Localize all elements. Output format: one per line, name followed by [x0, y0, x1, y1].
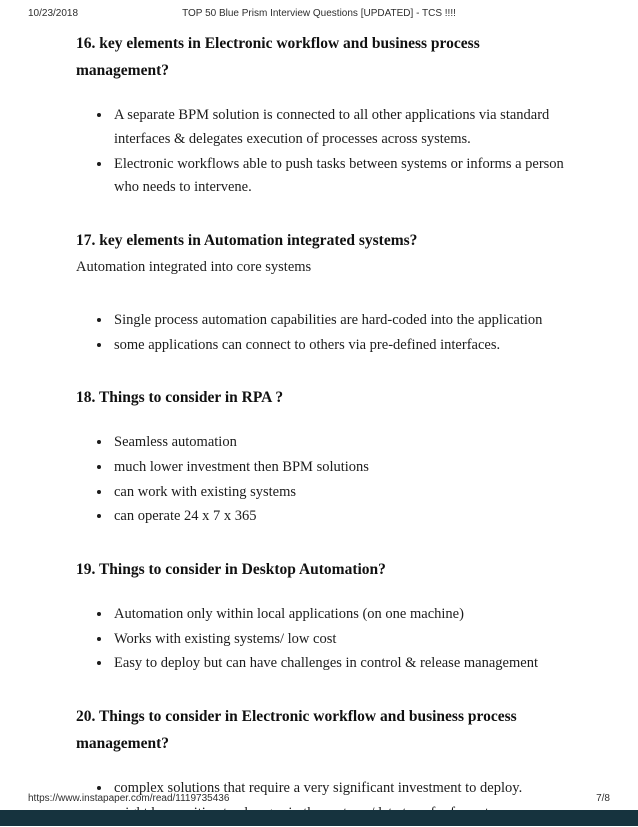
print-header — [0, 8, 638, 22]
bullet-item: • Easy to deploy but can have challenges in control & release management — [112, 652, 564, 676]
print-date: 10/23/2018 — [28, 8, 79, 19]
bullet-list-17 — [98, 309, 564, 357]
section-20 — [76, 703, 564, 826]
footer-page-number: 7/8 — [596, 793, 610, 804]
section-19 — [76, 556, 564, 676]
bullet-item: • can operate 24 x 7 x 365 — [112, 505, 564, 529]
bullet-item: • Single process automation capabilities are hard-coded into the application — [112, 309, 564, 333]
bullet-item: • Electronic workflows able to push tasks between systems or informs a person who needs to intervene. — [112, 153, 564, 200]
print-footer — [28, 793, 610, 804]
section-17 — [76, 227, 564, 358]
section-paragraph: Automation integrated into core systems — [76, 258, 312, 275]
question-heading-16: 16. key elements in Electronic workflow and business process management? — [76, 35, 480, 80]
bullet-item: • A separate BPM solution is connected to all other applications via standard interfaces & delegates execution of processes across systems. — [112, 104, 564, 151]
bullet-item: • much lower investment then BPM solutions — [112, 456, 564, 480]
footer-url: https://www.instapaper.com/read/1119735436 — [28, 793, 230, 804]
bullet-item: • Works with existing systems/ low cost — [112, 628, 564, 652]
document-page — [76, 30, 564, 827]
bottom-bar — [0, 810, 638, 826]
question-heading-18: 18. Things to consider in RPA ? — [76, 389, 284, 407]
bullet-item: • Seamless automation — [112, 431, 564, 455]
bullet-list-16 — [98, 104, 564, 200]
section-16 — [76, 30, 564, 200]
bullet-item: • Automation only within local applications (on one machine) — [112, 603, 564, 627]
question-heading-17: 17. key elements in Automation integrated systems? — [76, 231, 418, 249]
bullet-list-19 — [98, 603, 564, 676]
bullet-item: • some applications can connect to others via pre-defined interfaces. — [112, 334, 564, 358]
bullet-list-18 — [98, 431, 564, 529]
section-18 — [76, 384, 564, 529]
print-title: TOP 50 Blue Prism Interview Questions [UPDATED] - TCS !!!! — [182, 8, 456, 19]
question-heading-19: 19. Things to consider in Desktop Automation? — [76, 560, 386, 578]
bullet-item: • complex solutions that require a very significant investment to deploy. — [112, 777, 564, 801]
bullet-item: • can work with existing systems — [112, 481, 564, 505]
question-heading-20: 20. Things to consider in Electronic workflow and business process management? — [76, 707, 517, 753]
